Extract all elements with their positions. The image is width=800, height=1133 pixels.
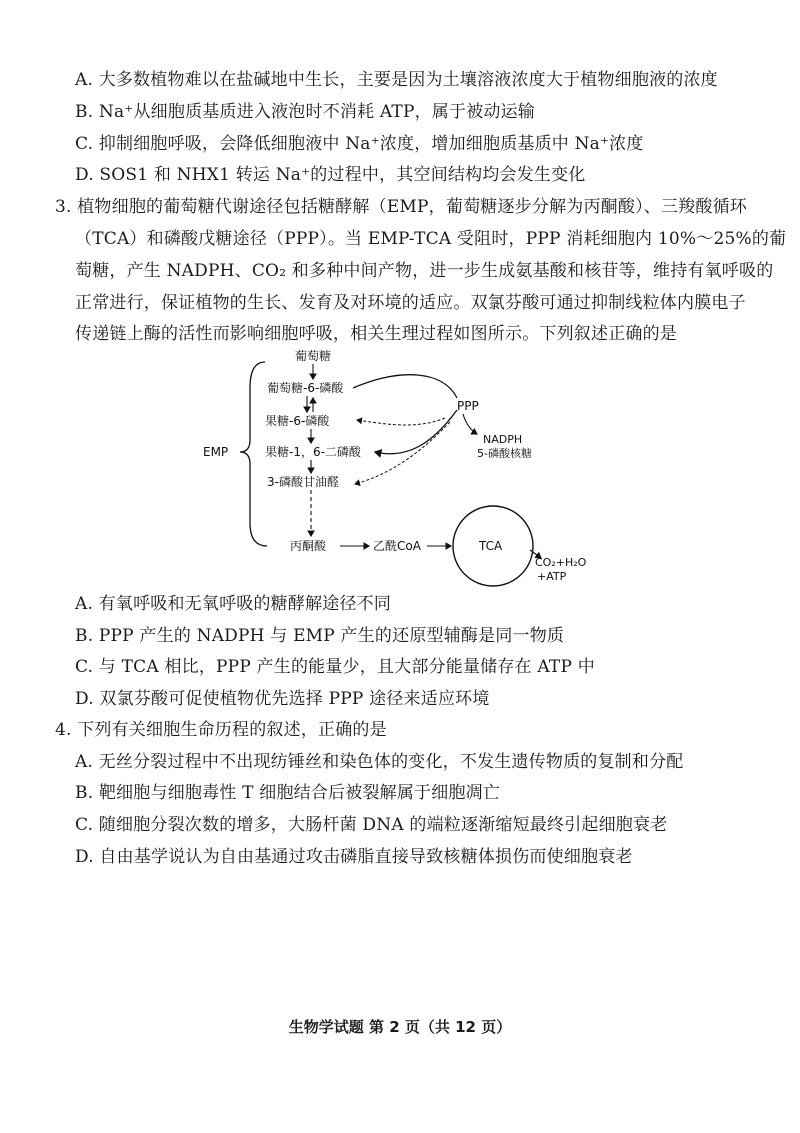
atp-label: +ATP bbox=[537, 570, 567, 583]
q3-option-b: B. PPP 产生的 NADPH 与 EMP 产生的还原型辅酶是同一物质 bbox=[75, 626, 565, 646]
q3-option-c: C. 与 TCA 相比，PPP 产生的能量少，且大部分能量储存在 ATP 中 bbox=[75, 657, 595, 677]
q4-option-c: C. 随细胞分裂次数的增多，大肠杆菌 DNA 的端粒逐渐缩短最终引起细胞衰老 bbox=[75, 815, 668, 835]
q3-stem-line-1: 3. 植物细胞的葡萄糖代谢途径包括糖酵解（EMP，葡萄糖逐步分解为丙酮酸）、三羧酸循环 bbox=[55, 197, 747, 217]
tca-label: TCA bbox=[479, 539, 503, 553]
page-footer: 生物学试题 第 2 页（共 12 页） bbox=[288, 1018, 512, 1036]
q2-option-d: D. SOS1 和 NHX1 转运 Na⁺的过程中，其空间结构均会发生变化 bbox=[75, 165, 586, 185]
glucose-label: 葡萄糖 bbox=[295, 349, 332, 363]
emp-brace bbox=[240, 362, 267, 546]
acetylcoa-label: 乙酰CoA bbox=[373, 539, 421, 553]
arrow-ppp-products bbox=[463, 414, 477, 434]
g3p-label: 3-磷酸甘油醛 bbox=[267, 475, 339, 489]
ppp-label: PPP bbox=[457, 399, 479, 413]
r5p-label: 5-磷酸核糖 bbox=[477, 447, 532, 460]
ppp-curve-top bbox=[353, 375, 457, 398]
co2h2o-label: CO₂+H₂O bbox=[535, 556, 587, 569]
pyruvate-label: 丙酮酸 bbox=[290, 539, 327, 553]
q4-option-a: A. 无丝分裂过程中不出现纺锤丝和染色体的变化，不发生遗传物质的复制和分配 bbox=[75, 752, 684, 772]
nadph-label: NADPH bbox=[483, 433, 523, 446]
metabolism-diagram bbox=[195, 348, 605, 588]
f6p-label: 果糖-6-磷酸 bbox=[265, 414, 330, 428]
q4-option-b: B. 靶细胞与细胞毒性 T 细胞结合后被裂解属于细胞凋亡 bbox=[75, 783, 501, 803]
q2-option-a: A. 大多数植物难以在盐碱地中生长，主要是因为土壤溶液浓度大于植物细胞液的浓度 bbox=[75, 70, 718, 90]
q4-option-d: D. 自由基学说认为自由基通过攻击磷脂直接导致核糖体损伤而使细胞衰老 bbox=[75, 847, 633, 867]
ppp-arrow-to-f6p bbox=[357, 418, 445, 425]
ppp-curve-bottom bbox=[375, 410, 457, 454]
q3-option-d: D. 双氯芬酸可促使植物优先选择 PPP 途径来适应环境 bbox=[75, 689, 490, 709]
q4-stem: 4. 下列有关细胞生命历程的叙述，正确的是 bbox=[55, 720, 387, 740]
g6p-label: 葡萄糖-6-磷酸 bbox=[267, 381, 344, 395]
q3-stem-line-3: 萄糖，产生 NADPH、CO₂ 和多种中间产物，进一步生成氨基酸和核苷等，维持有氧呼吸的 bbox=[75, 261, 774, 281]
q3-stem-line-2: （TCA）和磷酸戊糖途径（PPP）。当 EMP-TCA 受阻时，PPP 消耗细胞内 10%～25%的葡 bbox=[75, 229, 787, 249]
q2-option-b: B. Na⁺从细胞质基质进入液泡时不消耗 ATP，属于被动运输 bbox=[75, 102, 536, 122]
f16bp-label: 果糖-1，6-二磷酸 bbox=[265, 445, 361, 459]
emp-label: EMP bbox=[203, 445, 229, 459]
q3-stem-line-5: 传递链上酶的活性而影响细胞呼吸，相关生理过程如图所示。下列叙述正确的是 bbox=[75, 324, 677, 344]
q2-option-c: C. 抑制细胞呼吸，会降低细胞液中 Na⁺浓度，增加细胞质基质中 Na⁺浓度 bbox=[75, 134, 644, 154]
q3-stem-line-4: 正常进行，保证植物的生长、发育及对环境的适应。双氯芬酸可通过抑制线粒体内膜电子 bbox=[75, 293, 746, 313]
q3-option-a: A. 有氧呼吸和无氧呼吸的糖酵解途径不同 bbox=[75, 594, 392, 614]
